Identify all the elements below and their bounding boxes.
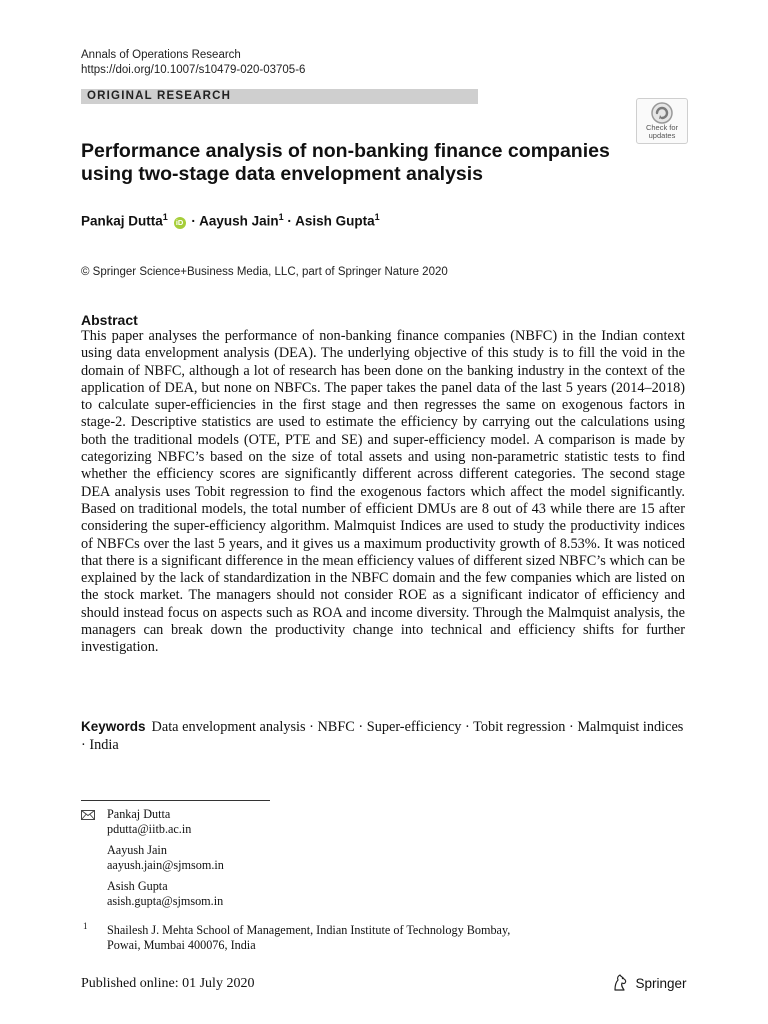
- footnote-divider: [81, 800, 270, 801]
- keywords-label: Keywords: [81, 719, 146, 734]
- paper-title: [81, 140, 621, 186]
- published-date: Published online: 01 July 2020: [81, 976, 255, 991]
- author-name[interactable]: Aayush Jain: [199, 213, 279, 229]
- keywords-list: Data envelopment analysis · NBFC · Super-efficiency · Tobit regression · Malmquist indices · India: [81, 719, 684, 753]
- check-for-updates-badge[interactable]: [636, 98, 688, 144]
- author-affiliation-mark: 1: [374, 212, 380, 222]
- contact-email[interactable]: pdutta@iitb.ac.in: [107, 822, 192, 836]
- section-bar: [81, 89, 478, 104]
- journal-name: Annals of Operations Research: [81, 49, 241, 61]
- author-list: [81, 208, 380, 231]
- check-updates-line1: Check for: [645, 123, 679, 132]
- springer-horse-icon: [612, 974, 628, 991]
- affiliation-line-1: Shailesh J. Mehta School of Management, Indian Institute of Technology Bombay,: [107, 923, 511, 937]
- copyright-notice: © Springer Science+Business Media, LLC, part of Springer Nature 2020: [81, 266, 448, 278]
- section-label: ORIGINAL RESEARCH: [87, 90, 232, 102]
- keywords: [81, 718, 685, 754]
- title-line-1: Performance analysis of non-banking finance companies: [81, 140, 610, 162]
- envelope-icon: [81, 810, 95, 820]
- contact-email[interactable]: asish.gupta@sjmsom.in: [107, 894, 224, 908]
- contact-name: Pankaj Dutta: [107, 807, 171, 821]
- title-line-2: using two-stage data envelopment analysis: [81, 163, 484, 185]
- contact-name: Aayush Jain: [107, 843, 167, 857]
- author-separator: ·: [287, 213, 292, 229]
- journal-header: [81, 48, 305, 78]
- check-updates-line2: updates: [648, 131, 676, 140]
- author-name[interactable]: Pankaj Dutta: [81, 213, 163, 229]
- check-updates-icon: [651, 102, 673, 124]
- publisher-logo[interactable]: [612, 974, 686, 994]
- author-name[interactable]: Asish Gupta: [295, 213, 375, 229]
- author-affiliation-mark: 1: [162, 212, 168, 222]
- publisher-name: Springer: [635, 976, 687, 991]
- author-separator: ·: [191, 213, 196, 229]
- affiliation: [107, 923, 510, 953]
- contact-email[interactable]: aayush.jain@sjmsom.in: [107, 858, 224, 872]
- affiliation-line-2: Powai, Mumbai 400076, India: [107, 938, 256, 952]
- abstract-heading: Abstract: [81, 312, 138, 328]
- abstract-text: This paper analyses the performance of non-banking finance companies (NBFC) in the Indian context using data envelopment analysis (DEA). The underlying objective of this study is to fill the void in the domain of NBFC, although a lot of research has been done on the banking industry in the context of the application of DEA, but none on NBFCs. The paper takes the panel data of the last 5 years (2014–2018) to calculate super-efficiencies in the first stage and then regresses the same on exogenous factors in stage-2. Descriptive statistics are used to estimate the efficiency by carrying out the calculations using both the traditional models (OTE, PTE and SE) and super-efficiency model. A comparison is made by categorizing NBFC’s based on the size of total assets and using non-parametric statistic tests to find whether the efficiency scores are significantly different across different categories. The second stage DEA analysis uses Tobit regression to find the exogenous factors which affect the model significantly. Based on traditional models, the total number of efficient DMUs are 8 out of 43 while there are 15 after considering the super-efficiency algorithm. Malmquist Indices are used to study the productivity indices of NBFCs over the last 5 years, and it gives us a maximum productivity growth of 8.53%. It was noticed that there is a significant difference in the mean efficiency values of different sized NBFC’s which can be explained by the lack of standardization in the NBFC domain and the few companies which are listed on the stock market. The managers should not consider ROE as a significant indicator of efficiency and should instead focus on aspects such as ROA and income diversity. Through the Malmquist analysis, the managers can break down the productivity change into technical and efficiency shifts for further investigation.: [81, 328, 685, 656]
- orcid-icon[interactable]: iD: [174, 217, 186, 229]
- contact-name: Asish Gupta: [107, 879, 168, 893]
- affiliation-number: 1: [83, 921, 88, 931]
- author-affiliation-mark: 1: [278, 212, 284, 222]
- doi-link[interactable]: https://doi.org/10.1007/s10479-020-03705-6: [81, 64, 306, 76]
